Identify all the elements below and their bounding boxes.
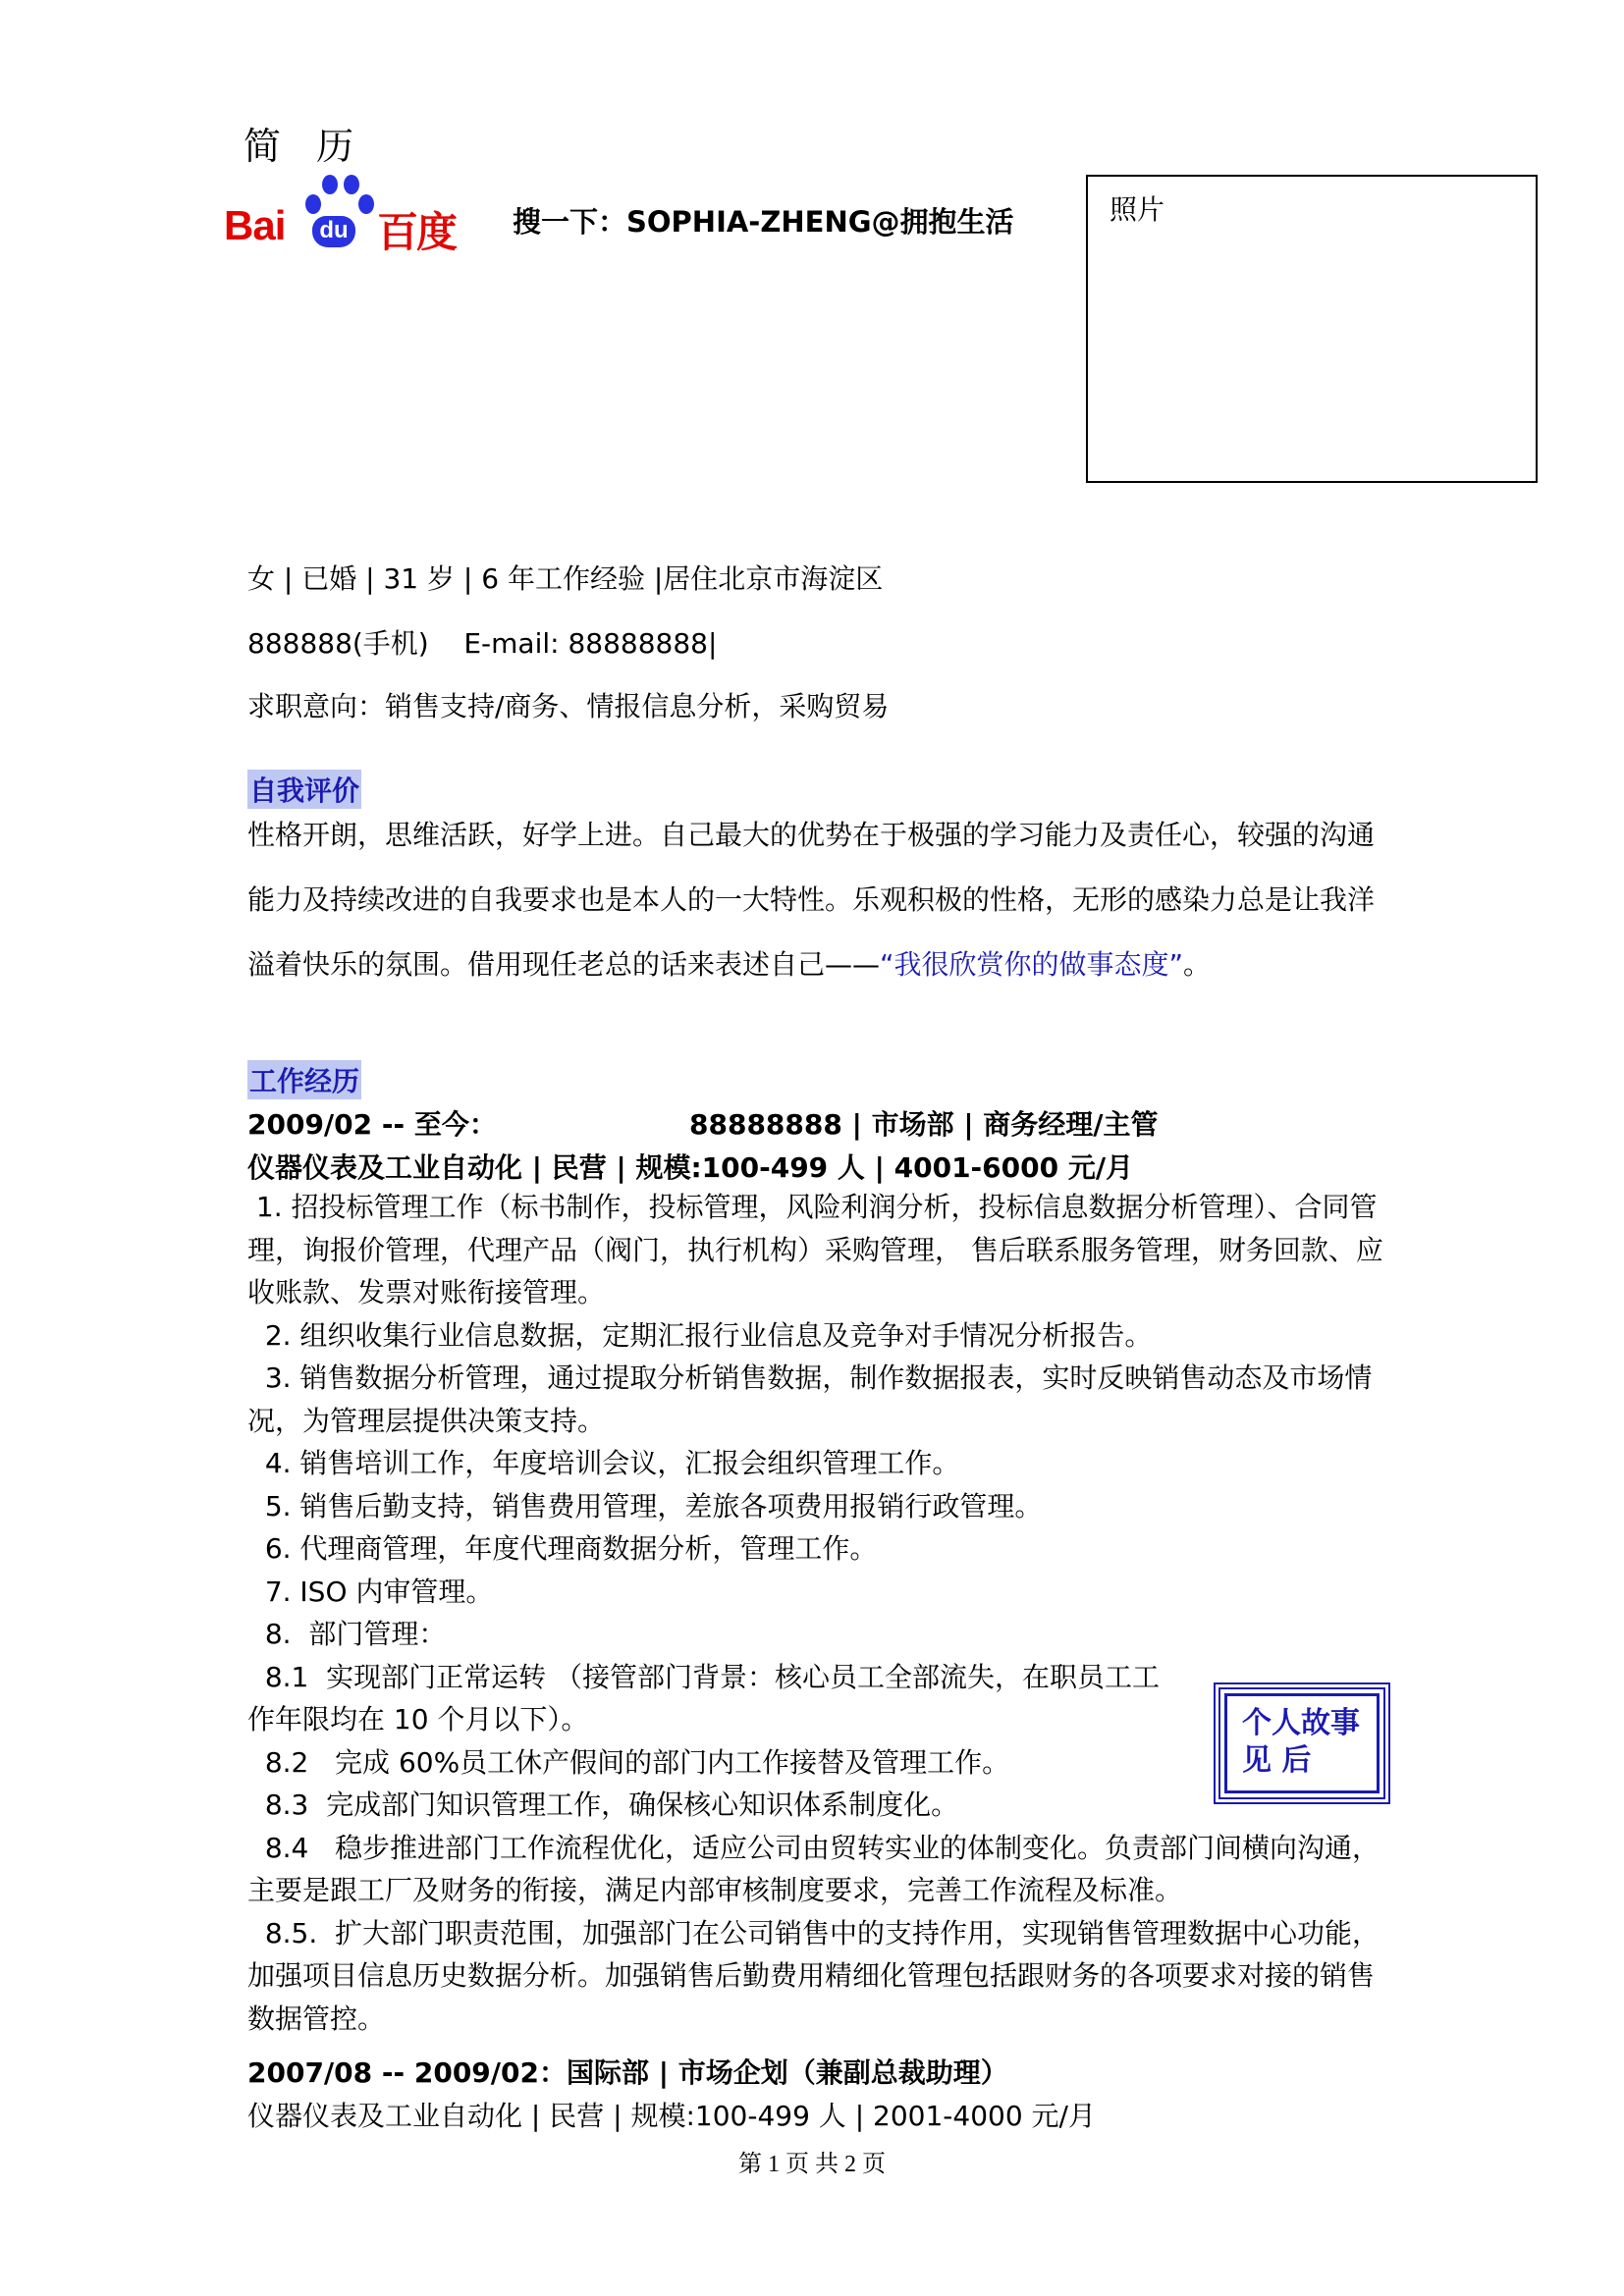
logo-badge: du bbox=[312, 216, 355, 247]
duty-item: 8.1 实现部门正常运转 （接管部门背景：核心员工全部流失，在职员工工作年限均在 10 个月以下）。 bbox=[247, 1660, 1161, 1735]
duty-item: 3. 销售数据分析管理，通过提取分析销售数据，制作数据报表，实时反映销售动态及市场情况，为管理层提供决策支持。 bbox=[247, 1362, 1373, 1437]
section-heading-work-experience: 工作经历 bbox=[247, 1060, 361, 1099]
duty-item: 7. ISO 内审管理。 bbox=[247, 1575, 494, 1608]
job1-period: 2009/02 -- 至今： bbox=[247, 1108, 497, 1141]
search-hint: 搜一下：SOPHIA-ZHENG@拥抱生活 bbox=[513, 205, 1014, 239]
self-evaluation-quote: “我很欣赏你的做事态度” bbox=[880, 948, 1184, 981]
logo-latin-text: Bai bbox=[224, 202, 286, 248]
section-heading-self-evaluation: 自我评价 bbox=[247, 770, 361, 809]
duty-item: 8.4 稳步推进部门工作流程优化，适应公司由贸转实业的体制变化。负责部门间横向沟通，主要是跟工厂及财务的衔接，满足内部审核制度要求，完善工作流程及标准。 bbox=[247, 1831, 1380, 1906]
photo-label: 照片 bbox=[1110, 193, 1165, 226]
photo-placeholder bbox=[1086, 175, 1538, 483]
job-objective: 求职意向：销售支持/商务、情报信息分析，采购贸易 bbox=[247, 690, 890, 722]
document-title: 简 历 bbox=[244, 125, 366, 168]
duty-item: 8. 部门管理： bbox=[247, 1618, 447, 1650]
basic-info: 女 | 已婚 | 31 岁 | 6 年工作经验 |居住北京市海淀区 bbox=[247, 562, 884, 595]
baidu-logo bbox=[220, 173, 467, 256]
job1-duties bbox=[247, 1186, 1386, 2040]
self-evaluation-body: 性格开朗，思维活跃，好学上进。自己最大的优势在于极强的学习能力及责任心，较强的沟通能力及持续改进的自我要求也是本人的一大特性。乐观积极的性格，无形的感染力总是让我洋溢着快乐的氛围。借用现任老总的话来表述自己—— bbox=[247, 819, 1376, 981]
personal-story-box bbox=[1214, 1682, 1390, 1804]
duty-item: 4. 销售培训工作，年度培训会议，汇报会组织管理工作。 bbox=[247, 1447, 960, 1479]
duty-item: 1. 招投标管理工作（标书制作，投标管理，风险利润分析，投标信息数据分析管理）、合同管理，询报价管理，代理产品（阀门，执行机构）采购管理， 售后联系服务管理，财务回款、应收账款、发票对账衔接管理。 bbox=[247, 1191, 1383, 1308]
logo-chinese-text: 百度 bbox=[377, 208, 457, 256]
job2-header: 2007/08 -- 2009/02：国际部 | 市场企划（兼副总裁助理） bbox=[247, 2056, 1008, 2089]
job1-header bbox=[247, 1103, 1229, 1143]
self-evaluation-end: 。 bbox=[1183, 948, 1212, 981]
duty-item: 5. 销售后勤支持，销售费用管理，差旅各项费用报销行政管理。 bbox=[247, 1489, 1043, 1522]
job1-company-info: 仪器仪表及工业自动化 | 民营 | 规模:100-499 人 | 4001-6000 元/月 bbox=[247, 1151, 1134, 1184]
job2-company-info: 仪器仪表及工业自动化 | 民营 | 规模:100-499 人 | 2001-4000 元/月 bbox=[247, 2100, 1096, 2132]
self-evaluation-text bbox=[247, 803, 1386, 997]
job1-org: 88888888 | 市场部 | 商务经理/主管 bbox=[689, 1108, 1159, 1141]
personal-story-label: 个人故事见 后 bbox=[1242, 1706, 1360, 1778]
contact-info: 888888(手机) E-mail: 88888888| bbox=[247, 627, 718, 660]
duty-item: 8.5. 扩大部门职责范围，加强部门在公司销售中的支持作用，实现销售管理数据中心功能，加强项目信息历史数据分析。加强销售后勤费用精细化管理包括跟财务的各项要求对接的销售数据管控。 bbox=[247, 1916, 1380, 2035]
duty-item: 6. 代理商管理，年度代理商数据分析，管理工作。 bbox=[247, 1532, 878, 1565]
duty-item: 8.2 完成 60%员工休产假间的部门内工作接替及管理工作。 bbox=[247, 1745, 1010, 1779]
duty-item: 2. 组织收集行业信息数据，定期汇报行业信息及竞争对手情况分析报告。 bbox=[247, 1318, 1153, 1352]
page-number: 第 1 页 共 2 页 bbox=[738, 2152, 886, 2177]
duty-item: 8.3 完成部门知识管理工作，确保核心知识体系制度化。 bbox=[247, 1789, 959, 1821]
